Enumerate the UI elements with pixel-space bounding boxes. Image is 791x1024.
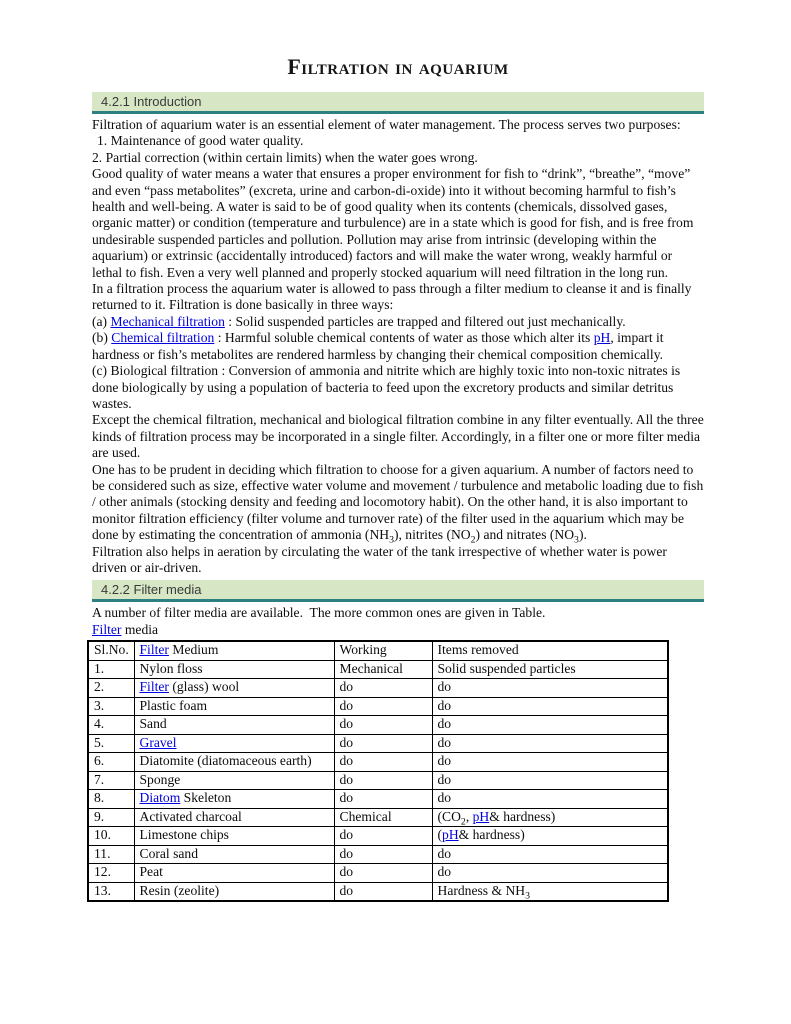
- text-run: media: [121, 621, 159, 637]
- text-run: In a filtration process the aquarium water is allowed to pass through a filter medium to cleanse it and is finally returned to it. Filtration is done basically in three ways:: [92, 281, 692, 313]
- link-filter[interactable]: Filter: [139, 642, 169, 658]
- text-run: do: [339, 697, 354, 713]
- table-cell: [134, 660, 334, 679]
- section-heading-label: 4.2.2 Filter media: [101, 582, 202, 598]
- filter-media-table-body: [88, 660, 668, 901]
- text-run: One has to be prudent in deciding which filtration to choose for a given aquarium. A number of factors need to be considered such as size, effective water volume and movement / turbulence and metabolic loading due to fish / other animals (stocking density and feeding and locomotory habit). On the other hand, it is also important to monitor filtration efficiency (filter volume and turnover rate) of the filter used in the aquarium which may be done by estimating the concentration of ammonia (NH: [92, 461, 704, 543]
- text-run: ), nitrites (NO: [393, 527, 471, 543]
- filter-media-table-head: [88, 641, 668, 660]
- paragraph: [92, 166, 704, 281]
- table-cell: [134, 845, 334, 864]
- table-cell: [334, 864, 432, 883]
- table-cell: [432, 697, 668, 716]
- table-cell: [334, 790, 432, 809]
- link-gravel[interactable]: Gravel: [139, 734, 177, 750]
- text-run: do: [339, 882, 354, 898]
- text-run: Activated charcoal: [139, 808, 242, 824]
- text-run: 1.: [94, 660, 105, 676]
- text-run: A number of filter media are available. The more common ones are given in Table.: [92, 605, 546, 621]
- paragraph: [92, 133, 704, 149]
- introduction-body: [92, 117, 704, 576]
- text-run: do: [339, 827, 354, 843]
- text-run: ,: [465, 808, 473, 824]
- table-cell: [134, 771, 334, 790]
- text-run: Filtration of aquarium water is an essential element of water management. The process serves two purposes:: [92, 117, 681, 132]
- text-run: Chemical: [339, 808, 392, 824]
- text-run: 9.: [94, 808, 105, 824]
- section-heading-filter-media: [92, 580, 704, 602]
- table-row: [88, 790, 668, 809]
- text-run: do: [437, 679, 452, 695]
- table-row: [88, 845, 668, 864]
- paragraph: [92, 281, 704, 314]
- text-run: (glass) wool: [168, 679, 240, 695]
- text-run: (c) Biological filtration : Conversion of ammonia and nitrite which are highly toxic into non-toxic nitrates is done biologically by using a population of bacteria to feed upon the excretory products and similar detritus wastes.: [92, 363, 681, 411]
- table-cell: [134, 679, 334, 698]
- paragraph: [92, 622, 704, 638]
- text-run: Peat: [139, 864, 163, 880]
- table-cell: [88, 679, 134, 698]
- text-run: Hardness & NH: [437, 882, 526, 898]
- text-run: Resin (zeolite): [139, 882, 220, 898]
- text-run: 6.: [94, 753, 105, 769]
- paragraph: [92, 544, 704, 577]
- table-header-cell: [88, 641, 134, 660]
- text-run: 11.: [94, 845, 111, 861]
- section-heading-label: 4.2.1 Introduction: [101, 94, 202, 109]
- table-cell: [334, 660, 432, 679]
- text-run: 2. Partial correction (within certain limits) when the water goes wrong.: [92, 149, 478, 165]
- text-run: Sponge: [139, 771, 181, 787]
- text-run: Nylon floss: [139, 660, 203, 676]
- text-run: Medium: [168, 642, 219, 658]
- table-cell: [432, 808, 668, 827]
- table-row: [88, 827, 668, 846]
- link-filter[interactable]: Filter: [139, 679, 169, 695]
- table-row: [88, 697, 668, 716]
- text-run: : Harmful soluble chemical contents of water as those which alter its: [214, 330, 594, 346]
- link-ph[interactable]: pH: [593, 330, 611, 346]
- text-run: Mechanical: [339, 660, 403, 676]
- text-run: Skeleton: [180, 790, 232, 806]
- table-cell: [432, 771, 668, 790]
- link-filter[interactable]: Filter: [92, 621, 122, 637]
- text-run: Except the chemical filtration, mechanical and biological filtration combine in any filter eventually. All the three kinds of filtration process may be incorporated in a single filter. Accordingly, in a filter one or more filter media are used.: [92, 412, 704, 461]
- table-row: [88, 734, 668, 753]
- paragraph: [92, 117, 704, 133]
- table-cell: [432, 827, 668, 846]
- table-cell: [134, 808, 334, 827]
- table-header-row: [88, 641, 668, 660]
- text-run: do: [437, 734, 452, 750]
- text-run: do: [339, 734, 354, 750]
- table-cell: [88, 753, 134, 772]
- table-row: [88, 716, 668, 735]
- text-run: (: [437, 827, 443, 843]
- text-run: (b): [92, 330, 112, 346]
- table-cell: [88, 716, 134, 735]
- subscript-text: 2: [470, 534, 476, 546]
- filter-media-table: [87, 640, 669, 902]
- table-header-cell: [334, 641, 432, 660]
- link-diatom[interactable]: Diatom: [139, 790, 181, 806]
- table-cell: [88, 660, 134, 679]
- text-run: 8.: [94, 790, 105, 806]
- table-cell: [134, 790, 334, 809]
- table-cell: [334, 697, 432, 716]
- text-run: Diatomite (diatomaceous earth): [139, 753, 312, 769]
- text-run: 10.: [94, 827, 111, 843]
- text-run: do: [437, 716, 452, 732]
- text-run: Plastic foam: [139, 697, 208, 713]
- text-run: do: [339, 864, 354, 880]
- text-run: do: [437, 753, 452, 769]
- table-header-cell: [134, 641, 334, 660]
- table-cell: [134, 864, 334, 883]
- text-run: Sl.No.: [94, 642, 129, 658]
- text-run: 13.: [94, 882, 111, 898]
- table-cell: [134, 827, 334, 846]
- table-cell: [334, 808, 432, 827]
- table-cell: [432, 864, 668, 883]
- subscript-text: 3: [389, 534, 394, 546]
- text-run: do: [437, 790, 452, 806]
- text-run: do: [437, 771, 452, 787]
- filter-media-body: [92, 605, 704, 638]
- link-mechanical-filtration[interactable]: Mechanical filtration: [110, 313, 225, 329]
- table-cell: [134, 697, 334, 716]
- table-cell: [134, 734, 334, 753]
- text-run: ).: [578, 527, 587, 543]
- section-heading-introduction: [92, 92, 704, 114]
- text-run: do: [437, 864, 452, 880]
- text-run: , impart it hardness or fish’s metabolites are rendered harmless by changing their chemical composition chemically.: [92, 330, 664, 362]
- link-chemical-filtration[interactable]: Chemical filtration: [111, 330, 215, 346]
- table-cell: [432, 753, 668, 772]
- link-ph[interactable]: pH: [472, 808, 490, 824]
- text-run: 7.: [94, 771, 105, 787]
- text-run: Solid suspended particles: [437, 660, 576, 676]
- table-cell: [334, 753, 432, 772]
- table-cell: [432, 660, 668, 679]
- text-run: Working: [339, 642, 387, 658]
- table-cell: [88, 734, 134, 753]
- text-run: do: [339, 845, 354, 861]
- subscript-text: 3: [525, 890, 530, 902]
- table-row: [88, 679, 668, 698]
- text-run: : Solid suspended particles are trapped and filtered out just mechanically.: [224, 313, 626, 329]
- text-run: Coral sand: [139, 845, 199, 861]
- table-row: [88, 808, 668, 827]
- table-cell: [134, 882, 334, 901]
- text-run: 2.: [94, 679, 105, 695]
- table-header-cell: [432, 641, 668, 660]
- table-cell: [334, 845, 432, 864]
- text-run: do: [339, 753, 354, 769]
- table-cell: [334, 734, 432, 753]
- table-cell: [88, 808, 134, 827]
- table-cell: [88, 771, 134, 790]
- text-run: do: [339, 790, 354, 806]
- table-cell: [334, 882, 432, 901]
- paragraph: [92, 150, 704, 166]
- table-cell: [432, 882, 668, 901]
- text-run: Items removed: [437, 642, 519, 658]
- text-run: 3.: [94, 697, 105, 713]
- text-run: & hardness): [489, 808, 556, 824]
- table-row: [88, 864, 668, 883]
- text-run: do: [339, 716, 354, 732]
- table-cell: [334, 771, 432, 790]
- paragraph: [92, 330, 704, 363]
- text-run: 5.: [94, 734, 105, 750]
- text-run: Sand: [139, 716, 167, 732]
- text-run: do: [339, 679, 354, 695]
- table-cell: [134, 753, 334, 772]
- table-row: [88, 882, 668, 901]
- table-cell: [88, 882, 134, 901]
- link-ph[interactable]: pH: [442, 827, 459, 843]
- paragraph: [92, 605, 704, 621]
- page-content: [92, 0, 704, 902]
- table-cell: [432, 845, 668, 864]
- text-run: Good quality of water means a water that ensures a proper environment for fish to “drink”, “breathe”, “move” and even “pass metabolites” (excreta, urine and carbon-di-oxide) into it without becoming harmful to fish’s health and well-being. A water is said to be of good quality when its contents (chemicals, dissolved gases, organic matter) or condition (temperature and turbulence) are in a state which is good for fish, and is free from undesirable suspended particles and pollution. Pollution may arise from intrinsic (developing within the aquarium) or extrinsic (accidentally introduced) factors and will make the water wrong, weakly harmful or lethal to fish. Even a very well planned and properly stocked aquarium will need filtration in the long run.: [92, 166, 694, 280]
- table-cell: [88, 827, 134, 846]
- text-run: 12.: [94, 864, 111, 880]
- text-run: Limestone chips: [139, 827, 229, 843]
- table-cell: [334, 679, 432, 698]
- paragraph: [92, 462, 704, 544]
- text-run: 4.: [94, 716, 105, 732]
- text-run: (a): [92, 313, 111, 329]
- paragraph: [92, 412, 704, 461]
- table-cell: [432, 716, 668, 735]
- table-row: [88, 753, 668, 772]
- table-cell: [134, 716, 334, 735]
- text-run: 1. Maintenance of good water quality.: [97, 133, 304, 149]
- text-run: (CO: [437, 808, 461, 824]
- table-cell: [432, 679, 668, 698]
- table-cell: [334, 827, 432, 846]
- subscript-text: 3: [574, 534, 579, 546]
- table-row: [88, 771, 668, 790]
- table-cell: [432, 734, 668, 753]
- table-cell: [88, 790, 134, 809]
- text-run: do: [339, 771, 354, 787]
- paragraph: [92, 314, 704, 330]
- table-row: [88, 660, 668, 679]
- paragraph: [92, 363, 704, 412]
- table-cell: [334, 716, 432, 735]
- text-run: do: [437, 845, 452, 861]
- table-cell: [88, 845, 134, 864]
- page-title: Filtration in aquarium: [287, 54, 509, 79]
- text-run: & hardness): [458, 827, 525, 843]
- text-run: do: [437, 697, 452, 713]
- text-run: Filtration also helps in aeration by circulating the water of the tank irrespective of whether water is power driven or air-driven.: [92, 543, 667, 575]
- table-cell: [88, 697, 134, 716]
- table-cell: [88, 864, 134, 883]
- text-run: ) and nitrates (NO: [475, 527, 575, 543]
- table-cell: [432, 790, 668, 809]
- subscript-text: 2: [460, 816, 466, 827]
